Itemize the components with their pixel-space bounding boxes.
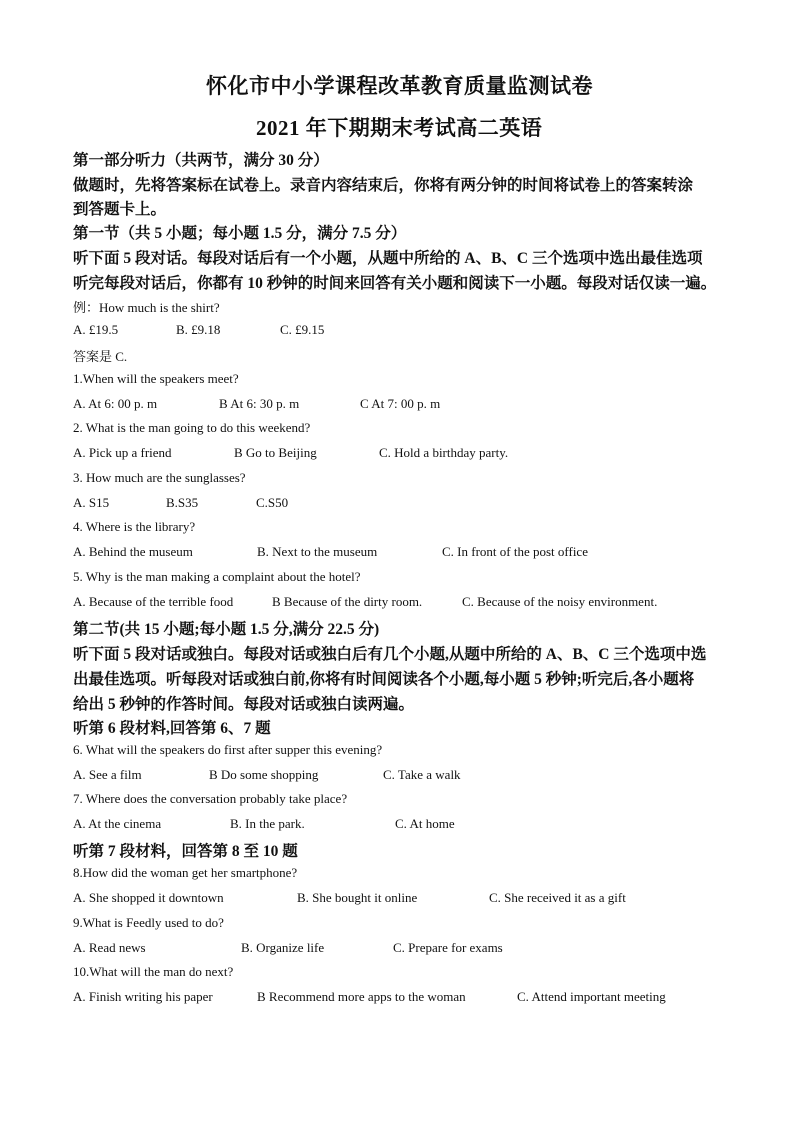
option-c: C. £9.15	[280, 322, 325, 337]
question: 8.How did the woman get her smartphone?	[73, 865, 298, 880]
option-c: C. Take a walk	[383, 767, 461, 782]
option-b: B. Next to the museum	[257, 544, 378, 559]
option-b: B. £9.18	[176, 322, 221, 337]
option-b: B At 6: 30 p. m	[219, 396, 300, 411]
option-c: C. Because of the noisy environment.	[462, 594, 658, 609]
section2-instructions: 听下面 5 段对话或独白。每段对话或独白后有几个小题,从题中所给的 A、B、C 三个选项中选	[73, 646, 707, 663]
option-a: A. Read news	[73, 940, 146, 955]
option-a: A. Pick up a friend	[73, 445, 172, 460]
question: 1.When will the speakers meet?	[73, 371, 239, 386]
option-b: B. She bought it online	[297, 890, 418, 905]
part1-heading: 第一部分听力（共两节，满分 30 分）	[73, 152, 329, 169]
option-c: C.S50	[256, 495, 289, 510]
question: 3. How much are the sunglasses?	[73, 470, 246, 485]
question: 10.What will the man do next?	[73, 964, 234, 979]
option-a: A. She shopped it downtown	[73, 890, 224, 905]
option-a: A. Finish writing his paper	[73, 989, 213, 1004]
question: 9.What is Feedly used to do?	[73, 915, 224, 930]
question: 6. What will the speakers do first after supper this evening?	[73, 742, 383, 757]
option-c: C. Attend important meeting	[517, 989, 666, 1004]
option-c: C. She received it as a gift	[489, 890, 626, 905]
option-b: B. Organize life	[241, 940, 325, 955]
material7-heading: 听第 7 段材料，回答第 8 至 10 题	[73, 843, 298, 860]
exam-subtitle: 2021 年下期期末考试高二英语	[256, 116, 543, 140]
option-c: C At 7: 00 p. m	[360, 396, 441, 411]
option-b: B. In the park.	[230, 816, 305, 831]
exam-title: 怀化市中小学课程改革教育质量监测试卷	[206, 74, 593, 98]
option-b: B Do some shopping	[209, 767, 319, 782]
question: 2. What is the man going to do this weekend?	[73, 420, 311, 435]
question: 7. Where does the conversation probably take place?	[73, 791, 348, 806]
option-b: B Because of the dirty room.	[272, 594, 423, 609]
instructions-line: 到答题卡上。	[73, 201, 167, 218]
instructions-line: 做题时，先将答案标在试卷上。录音内容结束后，你将有两分钟的时间将试卷上的答案转涂	[73, 177, 694, 194]
example-question: 例：How much is the shirt?	[73, 300, 220, 315]
question: 5. Why is the man making a complaint about the hotel?	[73, 569, 361, 584]
section1-instructions: 听下面 5 段对话。每段对话后有一个小题，从题中所给的 A、B、C 三个选项中选出最佳选项	[73, 250, 703, 267]
option-a: A. S15	[73, 495, 110, 510]
option-a: A. At 6: 00 p. m	[73, 396, 158, 411]
option-c: C. In front of the post office	[442, 544, 588, 559]
section2-heading: 第二节(共 15 小题;每小题 1.5 分,满分 22.5 分)	[73, 621, 380, 638]
material6-heading: 听第 6 段材料,回答第 6、7 题	[73, 720, 271, 737]
option-c: C. At home	[395, 816, 455, 831]
option-b: B Recommend more apps to the woman	[257, 989, 466, 1004]
option-c: C. Hold a birthday party.	[379, 445, 509, 460]
section2-instructions: 给出 5 秒钟的作答时间。每段对话或独白读两遍。	[73, 696, 415, 713]
option-a: A. At the cinema	[73, 816, 162, 831]
example-answer: 答案是 C.	[73, 349, 128, 364]
section2-instructions: 出最佳选项。听每段对话或独白前,你将有时间阅读各个小题,每小题 5 秒钟;听完后,各小题将	[73, 671, 695, 688]
question: 4. Where is the library?	[73, 519, 196, 534]
option-b: B.S35	[166, 495, 199, 510]
section1-heading: 第一节（共 5 小题；每小题 1.5 分，满分 7.5 分）	[73, 225, 407, 242]
option-a: A. Behind the museum	[73, 544, 193, 559]
option-b: B Go to Beijing	[234, 445, 317, 460]
option-a: A. £19.5	[73, 322, 119, 337]
section1-instructions: 听完每段对话后，你都有 10 秒钟的时间来回答有关小题和阅读下一小题。每段对话仅读一遍。	[73, 275, 717, 292]
option-c: C. Prepare for exams	[393, 940, 503, 955]
option-a: A. See a film	[73, 767, 142, 782]
option-a: A. Because of the terrible food	[73, 594, 234, 609]
